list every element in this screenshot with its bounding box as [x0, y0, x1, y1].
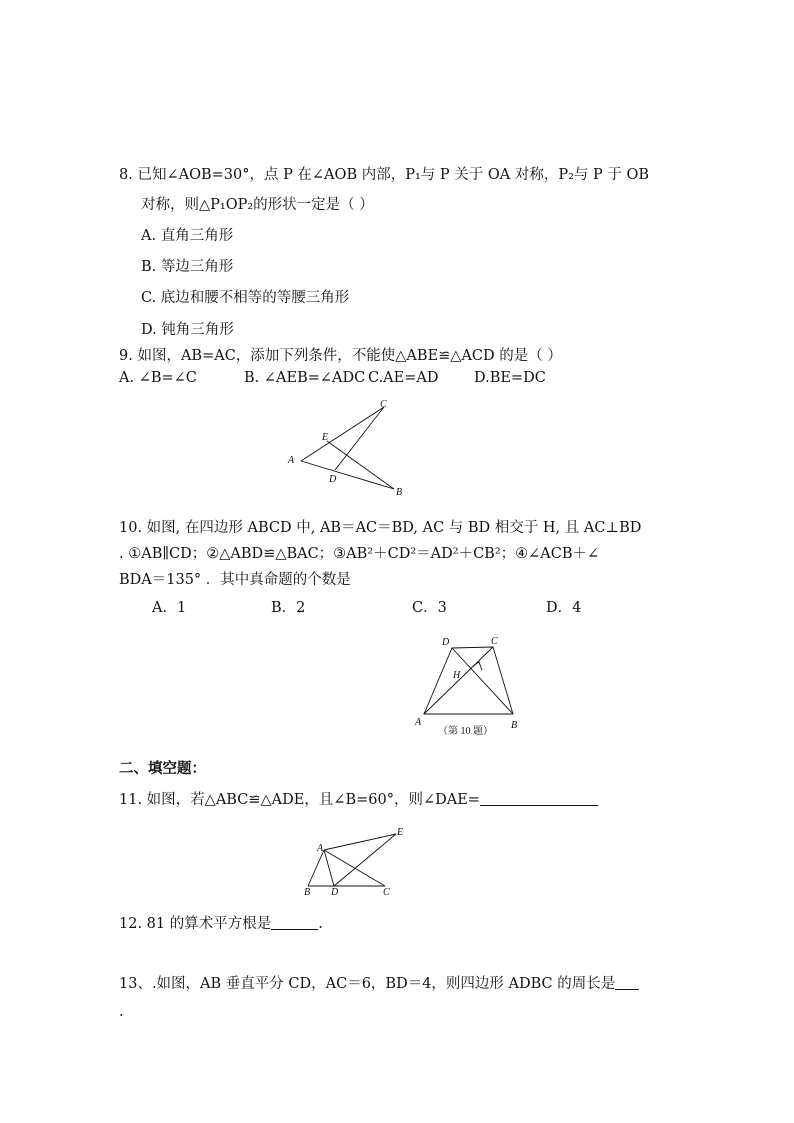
q8-option-b: B. 等边三角形 — [141, 259, 234, 275]
section-title-fill-in: 二、填空题： — [119, 760, 206, 777]
q10-label-d: D — [442, 637, 450, 648]
q11-label-d: D — [331, 887, 339, 898]
q8-option-d: D. 钝角三角形 — [141, 322, 234, 338]
q9-label-a: A — [288, 455, 295, 466]
q11-stem-text: 11. 如图，若△ABC≌△ADE，且∠B=60°，则∠DAE= — [119, 792, 480, 808]
q10-caption: （第 10 题） — [438, 726, 493, 737]
q9-option-c: C.AE=AD — [368, 370, 439, 386]
q8-stem-line1: 8. 已知∠AOB=30°，点 P 在∠AOB 内部，P₁与 P 关于 OA 对称，P₂与 P 于 OB — [119, 167, 650, 183]
q9-option-b: B. ∠AEB=∠ADC — [244, 370, 366, 386]
q9-label-e: E — [322, 432, 329, 443]
q11-label-c: C — [383, 887, 390, 898]
q13-stem-text: 13、.如图，AB 垂直平分 CD，AC＝6，BD＝4，则四边形 ADBC 的周长是 — [119, 976, 616, 992]
q9-figure — [285, 398, 410, 498]
q9-option-d: D.BE=DC — [474, 370, 546, 386]
q11-stem — [119, 789, 598, 810]
q12-stem-tail: . — [318, 916, 323, 932]
q11-answer-blank[interactable] — [480, 789, 598, 806]
q10-stem-line2: . ①AB∥CD；②△ABD≌△BAC；③AB²＋CD²＝AD²＋CB²；④∠ACB＋∠ — [119, 546, 600, 562]
q9-stem: 9. 如图，AB=AC，添加下列条件，不能使△ABE≌△ACD 的是（ ） — [119, 348, 562, 364]
q11-label-e: E — [397, 827, 404, 838]
q10-figure — [405, 630, 530, 740]
q10-option-a: A．1 — [152, 600, 187, 616]
q10-label-h: H — [453, 670, 461, 681]
q10-stem-line1: 10. 如图, 在四边形 ABCD 中, AB＝AC＝BD, AC 与 BD 相交于 H, 且 AC⊥BD — [119, 520, 642, 536]
q11-label-a: A — [317, 843, 324, 854]
q10-label-b: B — [511, 720, 518, 731]
q11-label-b: B — [304, 887, 311, 898]
q10-label-a: A — [415, 717, 422, 728]
q10-option-c: C．3 — [412, 600, 447, 616]
q9-label-b: B — [396, 487, 403, 498]
q8-option-a: A. 直角三角形 — [141, 228, 234, 244]
q13-stem — [119, 973, 639, 994]
q13-stem-line2: . — [119, 1004, 124, 1020]
q8-stem-line2: 对称，则△P₁OP₂的形状一定是（ ） — [141, 197, 374, 213]
q9-option-a: A. ∠B=∠C — [119, 370, 197, 386]
q9-label-c: C — [380, 399, 387, 410]
q10-option-b: B．2 — [271, 600, 306, 616]
q10-option-d: D．4 — [546, 600, 582, 616]
q9-label-d: D — [329, 474, 337, 485]
q11-figure — [300, 826, 410, 896]
q13-answer-blank[interactable] — [615, 973, 639, 990]
q12-stem-text: 12. 81 的算术平方根是 — [119, 916, 272, 932]
q12-answer-blank[interactable] — [271, 913, 318, 930]
q10-label-c: C — [491, 636, 498, 647]
q12-stem — [119, 913, 323, 934]
q8-option-c: C. 底边和腰不相等的等腰三角形 — [141, 290, 350, 306]
q10-stem-line3: BDA＝135° ．其中真命题的个数是 — [119, 572, 351, 588]
